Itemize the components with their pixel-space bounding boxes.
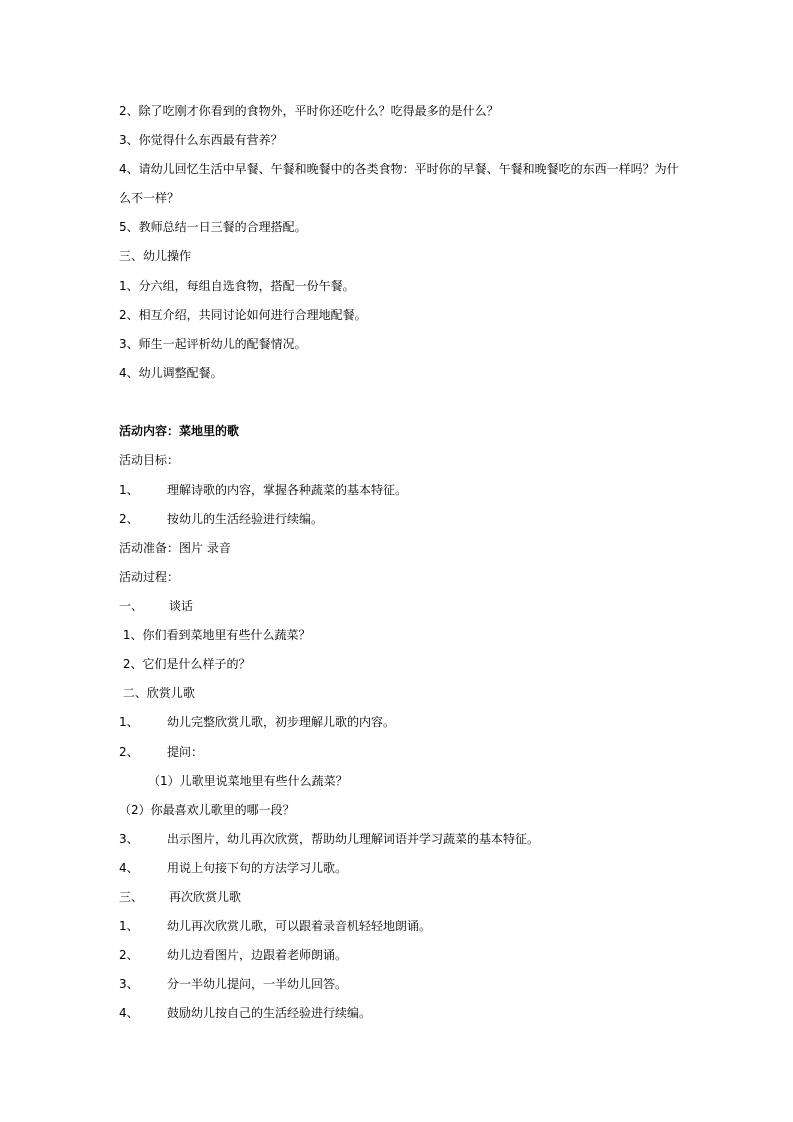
item-number: 1、 xyxy=(119,919,139,933)
activity-title: 活动内容：菜地里的歌 xyxy=(119,424,240,438)
item-number: 2、 xyxy=(119,745,139,759)
list-item xyxy=(119,714,395,730)
item-text: 按幼儿的生活经验进行续编。 xyxy=(167,512,324,526)
list-item xyxy=(119,860,347,876)
paragraph-line: 2、除了吃刚才你看到的食物外，平时你还吃什么？吃得最多的是什么？ xyxy=(119,104,499,118)
step-heading: 二、欣赏儿歌 xyxy=(119,686,195,700)
list-item xyxy=(119,976,347,992)
item-number: 1、 xyxy=(119,483,139,497)
item-text: 用说上句接下句的方法学习儿歌。 xyxy=(167,861,348,875)
item-number: 2、 xyxy=(119,512,139,526)
list-item xyxy=(119,831,539,847)
paragraph-line: 么不一样？ xyxy=(119,191,180,205)
goal-item xyxy=(119,511,323,527)
item-text: 谈话 xyxy=(169,599,194,613)
item-text: 理解诗歌的内容，掌握各种蔬菜的基本特征。 xyxy=(167,483,408,497)
item-number: 3、 xyxy=(119,977,139,991)
item-number: 一、 xyxy=(119,599,144,613)
list-item xyxy=(119,744,203,760)
paragraph-line: 4、幼儿调整配餐。 xyxy=(119,366,223,380)
item-number: 3、 xyxy=(119,832,139,846)
step-heading xyxy=(119,598,193,614)
item-text: 分一半幼儿提问，一半幼儿回答。 xyxy=(167,977,348,991)
list-item: 2、它们是什么样子的？ xyxy=(119,657,251,671)
item-text: 出示图片，幼儿再次欣赏，帮助幼儿理解词语并学习蔬菜的基本特征。 xyxy=(167,832,540,846)
item-number: 4、 xyxy=(119,861,139,875)
sub-question: （1）儿歌里说菜地里有些什么蔬菜？ xyxy=(148,774,348,788)
list-item: 1、你们看到菜地里有些什么蔬菜？ xyxy=(119,628,311,642)
list-item xyxy=(119,1005,371,1021)
item-text: 幼儿再次欣赏儿歌，可以跟着录音机轻轻地朗诵。 xyxy=(167,919,432,933)
item-number: 三、 xyxy=(119,890,144,904)
goal-item xyxy=(119,482,407,498)
item-number: 1、 xyxy=(119,715,139,729)
item-text: 幼儿完整欣赏儿歌，初步理解儿歌的内容。 xyxy=(167,715,396,729)
sub-question: （2）你最喜欢儿歌里的哪一段？ xyxy=(119,803,295,817)
paragraph-line: 2、相互介绍，共同讨论如何进行合理地配餐。 xyxy=(119,308,367,322)
goals-label: 活动目标： xyxy=(119,453,180,467)
item-text: 鼓励幼儿按自己的生活经验进行续编。 xyxy=(167,1006,372,1020)
paragraph-line: 1、分六组，每组自选食物，搭配一份午餐。 xyxy=(119,279,355,293)
section-heading: 三、幼儿操作 xyxy=(119,249,192,263)
step-heading xyxy=(119,889,241,905)
item-number: 4、 xyxy=(119,1006,139,1020)
list-item xyxy=(119,918,431,934)
paragraph-line: 3、师生一起评析幼儿的配餐情况。 xyxy=(119,337,307,351)
paragraph-line: 3、你觉得什么东西最有营养？ xyxy=(119,133,283,147)
item-number: 2、 xyxy=(119,948,139,962)
prep-line: 活动准备：图片 录音 xyxy=(119,541,231,555)
process-label: 活动过程： xyxy=(119,570,180,584)
paragraph-line: 5、教师总结一日三餐的合理搭配。 xyxy=(119,220,307,234)
item-text: 幼儿边看图片，边跟着老师朗诵。 xyxy=(167,948,348,962)
list-item xyxy=(119,947,347,963)
item-text: 再次欣赏儿歌 xyxy=(169,890,242,904)
paragraph-line: 4、请幼儿回忆生活中早餐、午餐和晚餐中的各类食物：平时你的早餐、午餐和晚餐吃的东西一样吗？为什 xyxy=(119,162,679,176)
item-text: 提问： xyxy=(167,745,204,759)
